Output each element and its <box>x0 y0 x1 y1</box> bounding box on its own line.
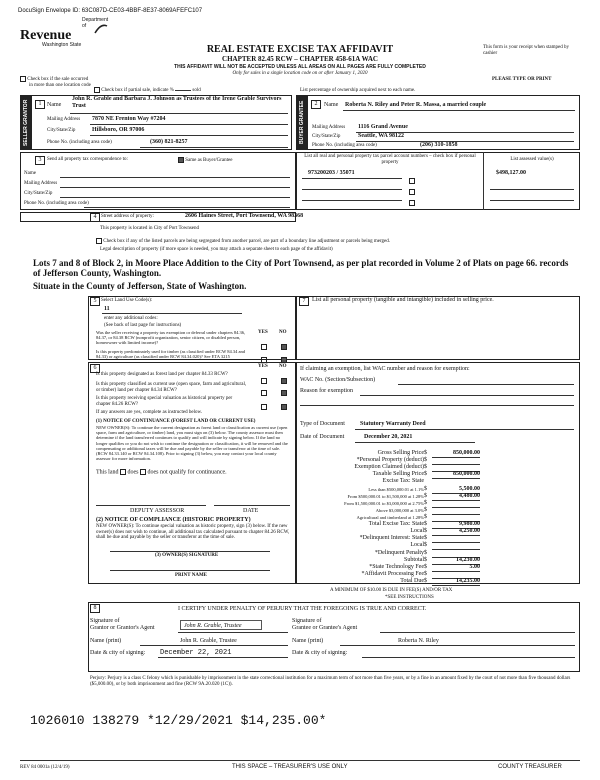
street-address-field[interactable]: 2606 Haines Street, Port Townsend, WA 98368 <box>185 213 304 219</box>
deputy-date-label: DATE <box>243 508 259 514</box>
s6-no-header: NO <box>279 364 287 369</box>
personal-property-section <box>296 296 580 360</box>
buyer-name-field[interactable]: Roberta N. Riley and Peter R. Massa, a married couple <box>345 102 487 108</box>
tax-row-label: Exemption Claimed (deduct) <box>354 464 424 471</box>
section-3-number: 3 <box>35 156 45 165</box>
tax-row-label: *Delinquent Interest: State <box>359 535 424 542</box>
perjury-note: Perjury: Perjury is a class C felony which is punishable by imprisonment in the state correctional institution for a maximum term of not more than five years, or by a fine in an amount fixed by the court of not more than five thousand dollars ($5,000.00), or by both imprisonment and fine (RCW 9A.20.020 (1C)). <box>90 676 571 687</box>
buyer-sidebar: BUYER GRANTEE <box>296 95 308 150</box>
treasurer-receipt-line: 1026010 138279 *12/29/2021 $14,235.00* <box>30 713 327 728</box>
tax-row-dollar: $ <box>424 450 427 456</box>
tax-row-label: *State Technology Fee <box>369 563 424 570</box>
section-4-number: 4 <box>90 213 100 222</box>
tax-row-dollar: $ <box>424 563 427 570</box>
parcels-header: List all real and personal property tax parcel account numbers – check box if personal property <box>304 154 476 165</box>
tax-row-dollar: $ <box>424 535 427 542</box>
tax-row-label: Gross Selling Price <box>377 450 424 456</box>
tax-row-label: *Delinquent Penalty <box>374 549 424 556</box>
tax-row-label: Total Due <box>400 578 424 584</box>
reason-label: Reason for exemption <box>300 388 353 394</box>
tax-row-value[interactable]: 5,500.00 <box>432 486 480 494</box>
tax-row-label: Excise Tax: State <box>382 478 424 485</box>
buyer-city-label: City/State/Zip <box>312 134 341 139</box>
land-use-label: Select Land Use Code(s): <box>101 298 153 303</box>
print-note: PLEASE TYPE OR PRINT <box>492 77 552 82</box>
notice1-body: NEW OWNER(S): To continue the current designation as forest land or classification as current use (open space, farm and agriculture, or timber) land, you must sign on (3) below. The county assessor must then determine if the land transferred continues to qualify and will indicate by signing below. If the land no longer qualifies or you do not wish to continue the designation or classification, it will be removed and the compensating or additional taxes will be due and payable by the seller or transferor at the time of sale. (RCW 84.33.140 or RCW 84.34.108). Prior to signing (3) below, you may contact your local county assessor for more information. <box>96 425 288 462</box>
tax-row-dollar: $ <box>424 578 427 584</box>
parcel-number[interactable]: 973200203 / 35071 <box>308 170 355 176</box>
correspondence-label: Send all property tax correspondence to: <box>47 157 128 162</box>
minimum-fee-note: A MINIMUM OF $10.00 IS DUE IN FEE(S) AND/OR TAX <box>330 588 453 593</box>
tax-row-label: Subtotal <box>403 556 424 563</box>
grantor-date-field[interactable]: December 22, 2021 <box>160 649 232 657</box>
tax-row-value[interactable] <box>432 478 480 485</box>
form-warning: THIS AFFIDAVIT WILL NOT BE ACCEPTED UNLESS ALL AREAS ON ALL PAGES ARE FULLY COMPLETED <box>174 64 426 70</box>
form-usage: Only for sales in a single location code on or after January 1, 2020 <box>232 71 368 76</box>
tax-row <box>300 557 480 564</box>
section-5-number: 5 <box>90 297 100 306</box>
legal-description-label: Legal description of property (if more space is needed, you may attach a separate sheet to each page of the affidavit) <box>100 247 333 252</box>
owner-signature-label: (3) OWNER(S) SIGNATURE <box>155 553 219 558</box>
s5-yes-header: YES <box>258 330 268 335</box>
tax-row-dollar: $ <box>424 570 427 577</box>
notice2-body: NEW OWNER(S): To continue special valuation as historic property, sign (3) below. If the new owner(s) does not wish to continue, all additional tax calculated pursuant to chapter 84.26 RCW, shall be due and payable by the seller or transferor at the time of sale. <box>96 524 290 541</box>
tax-row <box>300 471 480 478</box>
ownership-percent-note: List percentage of ownership acquired next to each name. <box>300 88 416 93</box>
tax-row-label: Taxable Selling Price <box>372 471 424 478</box>
form-title: REAL ESTATE EXCISE TAX AFFIDAVIT <box>206 44 394 55</box>
section-6-number: 6 <box>90 364 100 373</box>
corr-mailing-label: Mailing Address <box>24 181 58 186</box>
tax-row-value[interactable]: 5.00 <box>432 564 480 572</box>
grantor-name-label: Name (print) <box>90 638 122 644</box>
agency-logo <box>20 17 110 48</box>
tax-row <box>300 564 480 571</box>
multi-location-label-2: in more than one location code <box>29 83 91 88</box>
grantor-name-field[interactable]: John R. Grable, Trustee <box>180 638 237 644</box>
tax-row <box>300 542 480 549</box>
county-treasurer-label: COUNTY TREASURER <box>498 764 562 770</box>
tax-row-label: Less than $500,000.01 at 1.1% <box>368 486 424 492</box>
doc-date-label: Date of Document <box>300 434 345 440</box>
segregation-label: Check box if any of the listed parcels are being segregated from another parcel, are part of a boundary line adjustment or parcels being merged. <box>103 239 390 245</box>
tax-row-label: Local <box>410 542 424 549</box>
tax-row-label: From $500,000.01 to $1,500,000 at 1.28% <box>347 493 424 499</box>
seller-mailing-label: Mailing Address <box>47 117 81 122</box>
tax-row-value[interactable]: 850,000.00 <box>432 471 480 479</box>
tax-row-dollar: $ <box>424 549 427 556</box>
this-land-label: This land <box>96 469 119 476</box>
stamp-note: This form is your receipt when stamped by cashier <box>483 45 569 56</box>
same-as-buyer-check[interactable] <box>178 157 232 164</box>
tax-row <box>300 486 480 493</box>
s5-q2: Is this property predominately used for timber (as classified under RCW 84.34 and 84.33) or agriculture (as classified under RCW 84.34.020)? See ETA 3215 <box>96 349 246 359</box>
tax-row <box>300 571 480 578</box>
tax-row <box>300 528 480 535</box>
parcel-pp-check-3[interactable] <box>409 194 415 212</box>
section-2-number: 2 <box>311 100 321 109</box>
grantor-sig-label-1: Signature of <box>90 618 120 624</box>
buyer-phone-label: Phone No. (including area code) <box>312 143 377 148</box>
seller-name-field[interactable]: John R. Grable and Barbara J. Johnson as Trustees of the Irene Grable Survivors Trust <box>72 96 282 109</box>
grantee-name-field[interactable]: Roberta N. Riley <box>398 638 439 644</box>
corr-name-label: Name <box>24 171 36 176</box>
agency-state: Washington State <box>42 42 82 48</box>
envelope-id: DocuSign Envelope ID: 63C087D-CE03-4BBF-8E37-8069AFEFC107 <box>18 8 203 14</box>
assessed-header: List assessed value(s) <box>510 157 554 162</box>
tax-row-value[interactable]: 850,000.00 <box>432 450 480 458</box>
section-7-number: 7 <box>299 297 309 306</box>
s6-q2: Is this property classified as current use (open space, farm and agricultural, or timber) land per chapter 84.34 RCW? <box>96 382 247 393</box>
grantee-date-label: Date & city of signing: <box>292 650 348 656</box>
seller-mailing-field[interactable]: 7870 NE Frenton Way #7204 <box>92 116 166 122</box>
doc-type-label: Type of Document <box>300 421 345 427</box>
s6-q3-yes[interactable] <box>261 398 267 416</box>
section-1-number: 1 <box>35 100 45 109</box>
tax-row-dollar: $ <box>424 471 427 478</box>
notice1-title: (1) NOTICE OF CONTINUANCE (FOREST LAND OR CURRENT USE) <box>96 419 256 424</box>
form-chapter: CHAPTER 82.45 RCW – CHAPTER 458-61A WAC <box>222 55 378 63</box>
legal-description[interactable]: Lots 7 and 8 of Block 2, in Moore Place Addition to the City of Port Townsend, as per plat recorded in Volume 2 of Plats on page 66. records of Jefferson County, Washington. <box>33 258 569 278</box>
tax-row-dollar: $ <box>424 485 427 492</box>
tax-row-label: *Affidavit Processing Fee <box>361 570 424 577</box>
legal-situate[interactable]: Situate in the County of Jefferson, State of Washington. <box>33 281 247 291</box>
tax-row <box>300 550 480 557</box>
segregation-check[interactable] <box>96 238 566 245</box>
tax-row <box>300 521 480 528</box>
street-address-label: Street address of property: <box>101 214 154 219</box>
section-8-number: 8 <box>90 604 100 613</box>
tax-row-label: *Personal Property (deduct) <box>356 457 424 464</box>
buyer-city-field[interactable]: Seattle, WA 98122 <box>358 133 405 139</box>
seller-city-field[interactable]: Hillsboro, OR 97006 <box>92 127 145 133</box>
s5-q1: Was the seller receiving a property tax exemption or deferral under chapters 84.36, 84.37, or 84.38 RCW (nonprofit organization, senior citizen, or disabled person, homeowner with limited income)? <box>96 330 246 345</box>
same-as-buyer-label: Same as Buyer/Grantee <box>185 158 233 164</box>
buyer-mailing-field[interactable]: 1116 Grand Avenue <box>358 124 408 130</box>
land-use-code[interactable]: 11 <box>104 306 110 312</box>
grantee-sig-label-1: Signature of <box>292 618 322 624</box>
tax-row-dollar: $ <box>424 514 427 520</box>
tax-row-label: From $1,500,000.01 to $3,000,000 at 2.75% <box>344 500 424 506</box>
corr-city-label: City/State/Zip <box>24 191 53 196</box>
doc-date-field[interactable]: December 20, 2021 <box>364 434 413 440</box>
tax-row <box>300 578 480 585</box>
tax-row-value[interactable]: 9,980.00 <box>432 521 480 529</box>
grantor-signature[interactable]: John R. Grable, Trustee <box>180 620 262 630</box>
tax-row-dollar: $ <box>424 556 427 563</box>
tax-row-dollar: $ <box>424 542 427 549</box>
tax-row-dollar: $ <box>424 499 427 506</box>
seller-phone-field[interactable]: (360) 821-8257 <box>150 139 188 145</box>
tax-row <box>300 493 480 500</box>
tax-row <box>300 500 480 507</box>
property-location: This property is located in City of Port Townsend <box>100 226 199 231</box>
grantor-date-label: Date & city of signing: <box>90 650 146 656</box>
corr-phone-label: Phone No. (including area code) <box>24 201 89 206</box>
seller-sidebar: SELLER GRANTOR <box>20 95 32 150</box>
does-not-label: does not qualify for continuance. <box>147 469 227 476</box>
agency-dept: Department of <box>82 17 109 29</box>
s6-yes-header: YES <box>258 364 268 369</box>
tax-row-value[interactable]: 4,480.00 <box>432 493 480 501</box>
tax-row-value[interactable]: 4,250.00 <box>432 528 480 536</box>
tax-row-dollar: $ <box>424 492 427 499</box>
s5-no-header: NO <box>279 330 287 335</box>
see-instructions: (See back of last page for instructions) <box>104 323 182 328</box>
tax-row <box>300 464 480 471</box>
buyer-name-label: Name <box>324 102 339 108</box>
s6-q3-no[interactable] <box>281 398 287 416</box>
tax-row-value[interactable]: 14,235.00 <box>432 578 480 586</box>
tax-row-dollar: $ <box>424 521 427 528</box>
seller-phone-label: Phone No. (including area code) <box>47 140 112 145</box>
grantee-name-label: Name (print) <box>292 638 324 644</box>
continuance-check[interactable] <box>96 469 227 476</box>
buyer-phone-field[interactable]: (206) 310-1858 <box>420 142 458 148</box>
grantor-sig-label-2: Grantor or Grantor's Agent <box>90 625 155 631</box>
notice2-title: (2) NOTICE OF COMPLIANCE (HISTORIC PROPERTY) <box>96 517 251 523</box>
partial-sale-check[interactable] <box>94 87 201 94</box>
s6-q4: If any answers are yes, complete as instructed below. <box>96 410 203 415</box>
tax-row-label: Above $3,000,000 at 3.0% <box>375 507 424 513</box>
see-instructions-note: *SEE INSTRUCTIONS <box>385 595 434 600</box>
tax-row <box>300 514 480 521</box>
grantee-sig-label-2: Grantee or Grantee's Agent <box>292 625 358 631</box>
tax-row-dollar: $ <box>424 464 427 471</box>
print-name-label: PRINT NAME <box>175 573 207 578</box>
certify-statement: I CERTIFY UNDER PENALTY OF PERJURY THAT THE FOREGOING IS TRUE AND CORRECT. <box>178 606 427 612</box>
exemption-label: If claiming an exemption, list WAC number and reason for exemption: <box>300 366 470 372</box>
deputy-assessor-label: DEPUTY ASSESSOR <box>130 508 185 514</box>
tax-row <box>300 507 480 514</box>
agency-swoosh-icon <box>94 23 108 35</box>
multi-location-label: Check box if the sale occurred <box>27 77 89 83</box>
additional-codes-label: enter any additional codes: <box>104 316 158 321</box>
tax-row-label: Local <box>410 528 424 535</box>
tax-row <box>300 478 480 485</box>
tax-row-dollar: $ <box>424 457 427 464</box>
tax-row <box>300 535 480 542</box>
tax-row-dollar: $ <box>424 528 427 535</box>
partial-sale-label: Check box if partial sale, indicate % <box>101 88 174 94</box>
buyer-mailing-label: Mailing Address <box>312 125 346 130</box>
tax-row-label: Agricultural and timberland at 1.28% <box>356 515 424 520</box>
seller-city-label: City/State/Zip <box>47 128 76 133</box>
s6-q1: Is this property designated as forest land per chapter 84.33 RCW? <box>96 372 228 377</box>
tax-row-dollar: $ <box>424 506 427 513</box>
seller-name-label: Name <box>47 102 62 108</box>
form-revision: REV 84 0001a (12/4/19) <box>20 765 70 770</box>
tax-row-label: Total Excise Tax: State <box>368 521 424 528</box>
s6-q3: Is this property receiving special valuation as historical property per chapter 84.26 RCW? <box>96 396 233 407</box>
tax-row-value[interactable]: 14,230.00 <box>432 557 480 565</box>
assessed-value[interactable]: $498,127.00 <box>496 170 526 176</box>
tax-row <box>300 450 480 457</box>
partial-sold-label: sold <box>192 88 201 94</box>
does-label: does <box>127 469 139 476</box>
agency-name: Revenue <box>20 28 72 43</box>
personal-property-label: List all personal property (tangible and intangible) included in selling price. <box>312 297 494 303</box>
wac-label: WAC No. (Section/Subsection) <box>300 377 376 383</box>
doc-type-field[interactable]: Statutory Warranty Deed <box>360 421 426 427</box>
treasurer-space-label: THIS SPACE – TREASURER'S USE ONLY <box>232 764 348 770</box>
